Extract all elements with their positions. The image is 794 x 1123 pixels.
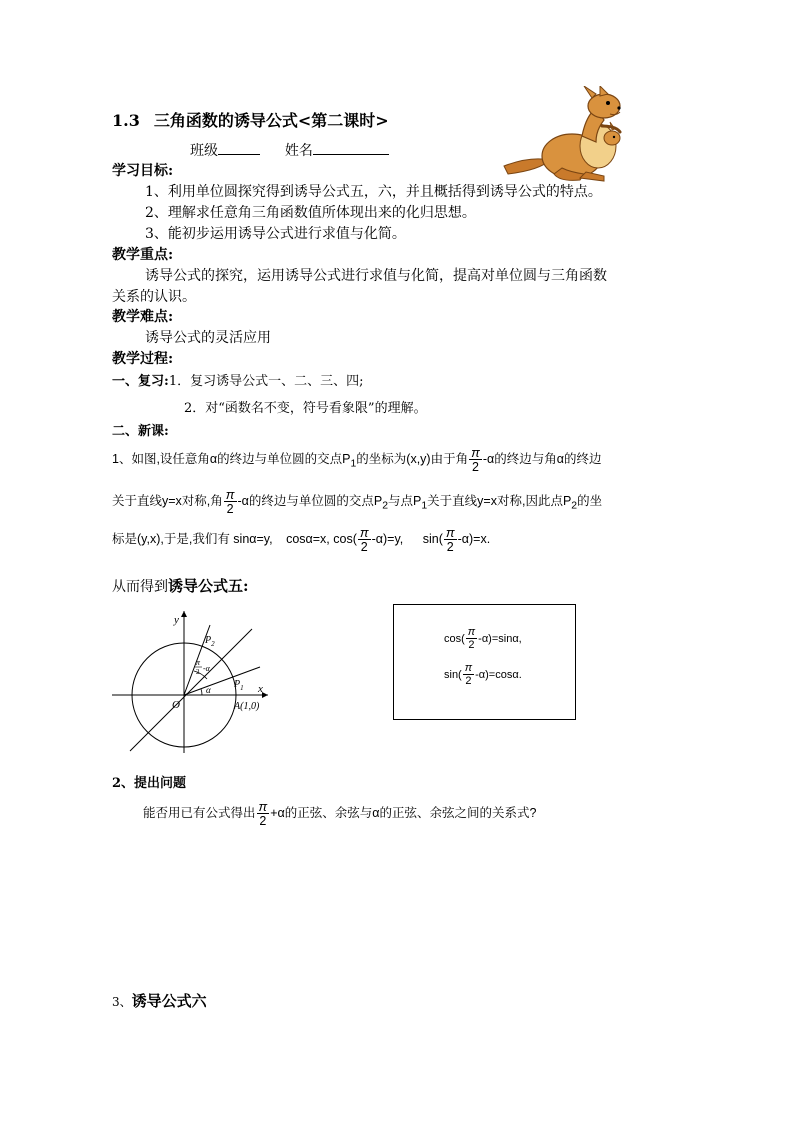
angle-arc-alpha (201, 689, 202, 695)
formula-6-heading (112, 990, 207, 1011)
fraction-pi-over-2: $\frac{\pi}{2}$ (464, 662, 473, 687)
formula-5-box (393, 604, 576, 720)
page-title (112, 108, 389, 131)
formula-5-heading (112, 575, 249, 596)
kangaroo-illustration (500, 86, 640, 186)
objective-item-2: 2、理解求任意角三角函数值所体现出来的化归思想。 (145, 205, 476, 221)
formula-6-name: 诱导公式六 (131, 992, 207, 1010)
objective-item-3: 3、能初步运用诱导公式进行求值与化简。 (145, 226, 406, 242)
objective-item-1: 1、利用单位圆探究得到诱导公式五，六，并且概括得到诱导公式的特点。 (145, 184, 602, 200)
label-alpha: α (206, 685, 211, 695)
question-text: 能否用已有公式得出 $\frac{\pi}{2}$ +α的正弦、余弦与α的正弦、余弦之间的关系式? (143, 799, 537, 828)
name-blank (313, 140, 389, 155)
question-heading: 2、提出问题 (112, 776, 187, 791)
class-name-line (190, 140, 389, 160)
formula-5-name: 诱导公式五: (168, 577, 249, 595)
label-x: x (258, 683, 263, 695)
class-blank (218, 140, 260, 155)
label-origin: O (172, 699, 180, 711)
name-label: 姓名 (284, 143, 313, 159)
key-points-heading: 教学重点: (112, 247, 174, 263)
process-heading: 教学过程: (112, 351, 174, 367)
review-line-1 (112, 370, 363, 389)
y-axis-arrow-icon (181, 611, 187, 617)
new-lesson-label: 二、新课: (112, 424, 169, 439)
key-points-line-1: 诱导公式的探究，运用诱导公式进行求值与化简，提高对单位圆与三角函数 (145, 268, 607, 284)
formula-6-num: 3、 (112, 995, 132, 1009)
derivation-line-2: 关于直线y=x对称,角 $\frac{\pi}{2}$ -α的终边与单位圆的交点$P_2$与点$P_1$关于直线y=x对称,因此点$P_2$的坐 (112, 487, 603, 516)
formula-sin: sin( $\frac{\pi}{2}$ -α)=cosα. (444, 662, 522, 687)
class-label: 班级 (190, 143, 218, 159)
line-y-equals-x (130, 629, 252, 751)
review-item-1: 1．复习诱导公式一、二、三、四; (168, 374, 364, 389)
section-number: 1.3 (112, 111, 140, 130)
title-text: 三角函数的诱导公式<第二课时> (153, 111, 389, 130)
fraction-pi-over-2: $\frac{\pi}{2}$ (258, 799, 268, 828)
derivation-line-1: 1、如图,设任意角α的终边与单位圆的交点$P_1$的坐标为(x,y)由于角 $\frac{\pi}{2}$ -α的终边与角α的终边 (112, 445, 602, 474)
formula-5-lead: 从而得到 (112, 579, 168, 595)
label-p2: $P_2$ (205, 635, 215, 648)
fraction-pi-over-2: $\frac{\pi}{2}$ (445, 525, 455, 554)
fraction-pi-over-2: $\frac{\pi}{2}$ (359, 525, 369, 554)
fraction-pi-over-2: $\frac{\pi}{2}$ (225, 487, 235, 516)
label-complement-minus-alpha: -α (203, 664, 210, 673)
label-y: y (174, 614, 179, 626)
review-label: 一、复习: (112, 374, 169, 389)
label-a: A(1,0) (234, 701, 260, 712)
label-complement-two: 2 (196, 668, 200, 676)
x-axis-arrow-icon (262, 692, 268, 698)
difficulties-text: 诱导公式的灵活应用 (145, 330, 271, 346)
fraction-pi-over-2: $\frac{\pi}{2}$ (467, 626, 476, 651)
derivation-line-3: 标是(y,x),于是,我们有 sinα=y, cosα=x, cos( $\frac{\pi}{2}$ -α)=y, sin( $\frac{\pi}{2}$ -α)=x. (112, 525, 491, 554)
difficulties-heading: 教学难点: (112, 309, 174, 325)
label-complement-pi: π (196, 658, 201, 667)
label-p1: $P_1$ (234, 679, 244, 692)
review-item-2: 2．对“函数名不变，符号看象限”的理解。 (184, 401, 427, 416)
objectives-heading: 学习目标: (112, 163, 174, 179)
fraction-pi-over-2: $\frac{\pi}{2}$ (471, 445, 480, 474)
key-points-line-2: 关系的认识。 (112, 289, 196, 305)
unit-circle-diagram (112, 605, 282, 755)
formula-cos: cos( $\frac{\pi}{2}$ -α)=sinα, (444, 626, 522, 651)
